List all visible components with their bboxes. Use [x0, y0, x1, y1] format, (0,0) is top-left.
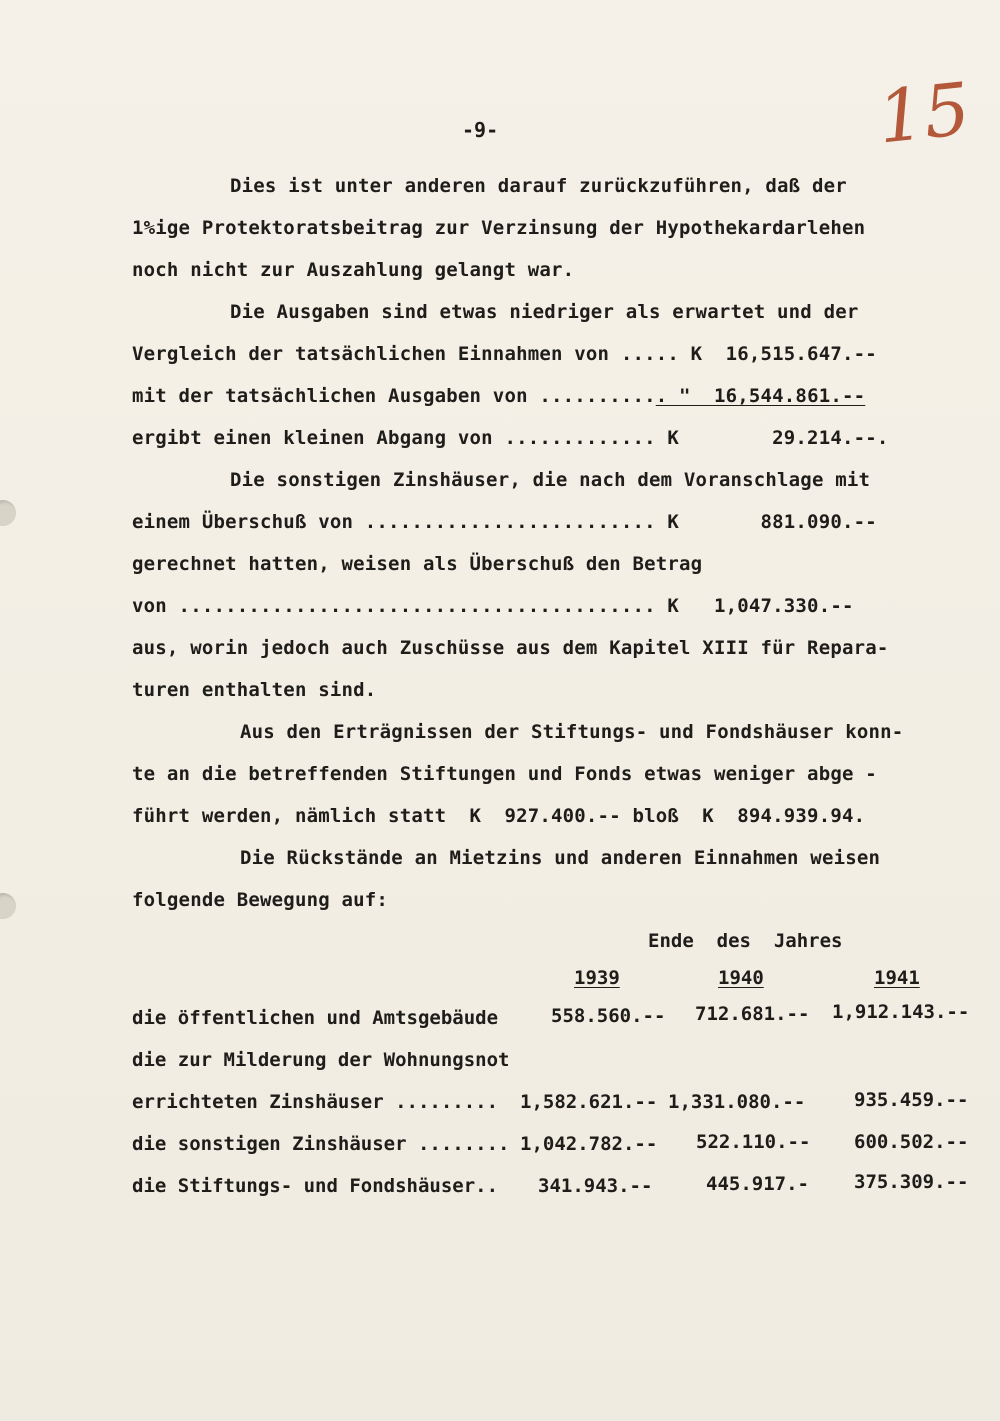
year-1940: 1940 — [718, 967, 764, 989]
table-header: Ende des Jahres — [648, 930, 843, 952]
text-line: führt werden, nämlich statt K 927.400.-- bloß K 894.939.94. — [132, 805, 866, 827]
row-value: 1,912.143.-- — [832, 1001, 970, 1023]
row-value: 1,331.080.-- — [668, 1091, 806, 1113]
text-line: Die sonstigen Zinshäuser, die nach dem Voranschlage mit — [230, 469, 871, 491]
text-line: Die Ausgaben sind etwas niedriger als erwartet und der — [230, 301, 859, 323]
page-number: -9- — [462, 118, 499, 142]
row-value: 1,582.621.-- — [520, 1091, 658, 1113]
row-value: 445.917.- — [706, 1173, 809, 1195]
row-value: 935.459.-- — [854, 1089, 969, 1111]
text-line: te an die betreffenden Stiftungen und Fonds etwas weniger abge - — [132, 763, 877, 785]
text-line — [132, 384, 865, 408]
punch-hole — [0, 500, 16, 526]
text-line: Aus den Erträgnissen der Stiftungs- und Fondshäuser konn- — [240, 721, 904, 743]
year-1941: 1941 — [874, 967, 920, 989]
row-value: 341.943.-- — [538, 1175, 653, 1197]
text-line: noch nicht zur Auszahlung gelangt war. — [132, 259, 575, 281]
text-line: Die Rückstände an Mietzins und anderen Einnahmen weisen — [240, 847, 881, 869]
text-line: gerechnet hatten, weisen als Überschuß den Betrag — [132, 553, 703, 575]
underlined-total: . " 16,544.861.-- — [655, 385, 866, 407]
text-line: 1%ige Protektoratsbeitrag zur Verzinsung der Hypothekardarlehen — [132, 217, 866, 239]
row-label: die Stiftungs- und Fondshäuser.. — [132, 1175, 499, 1197]
text-line: von ......................................... K 1,047.330.-- — [132, 595, 854, 617]
text-line: aus, worin jedoch auch Zuschüsse aus dem Kapitel XIII für Repara- — [132, 637, 889, 659]
text-line: Dies ist unter anderen darauf zurückzuführen, daß der — [230, 175, 847, 197]
text-line: ergibt einen kleinen Abgang von ............. K 29.214.--. — [132, 427, 889, 449]
row-value: 375.309.-- — [854, 1171, 969, 1193]
row-label: die sonstigen Zinshäuser ........ — [132, 1133, 510, 1155]
handwritten-folio-number: 15 — [873, 66, 974, 160]
row-label: die zur Milderung der Wohnungsnot — [132, 1049, 510, 1071]
text-line: folgende Bewegung auf: — [132, 889, 389, 911]
text-segment: mit der tatsächlichen Ausgaben von .......... — [132, 385, 656, 407]
row-value: 522.110.-- — [696, 1131, 811, 1153]
text-line: einem Überschuß von ......................... K 881.090.-- — [132, 511, 877, 533]
row-value: 1,042.782.-- — [520, 1133, 658, 1155]
text-line: turen enthalten sind. — [132, 679, 377, 701]
row-label: die öffentlichen und Amtsgebäude — [132, 1007, 499, 1029]
row-value: 600.502.-- — [854, 1131, 969, 1153]
year-1939: 1939 — [574, 967, 620, 989]
row-label: errichteten Zinshäuser ......... — [132, 1091, 499, 1113]
punch-hole — [0, 893, 16, 919]
text-line: Vergleich der tatsächlichen Einnahmen von ..... K 16,515.647.-- — [132, 343, 877, 365]
row-value: 712.681.-- — [695, 1003, 810, 1025]
row-value: 558.560.-- — [551, 1005, 666, 1027]
